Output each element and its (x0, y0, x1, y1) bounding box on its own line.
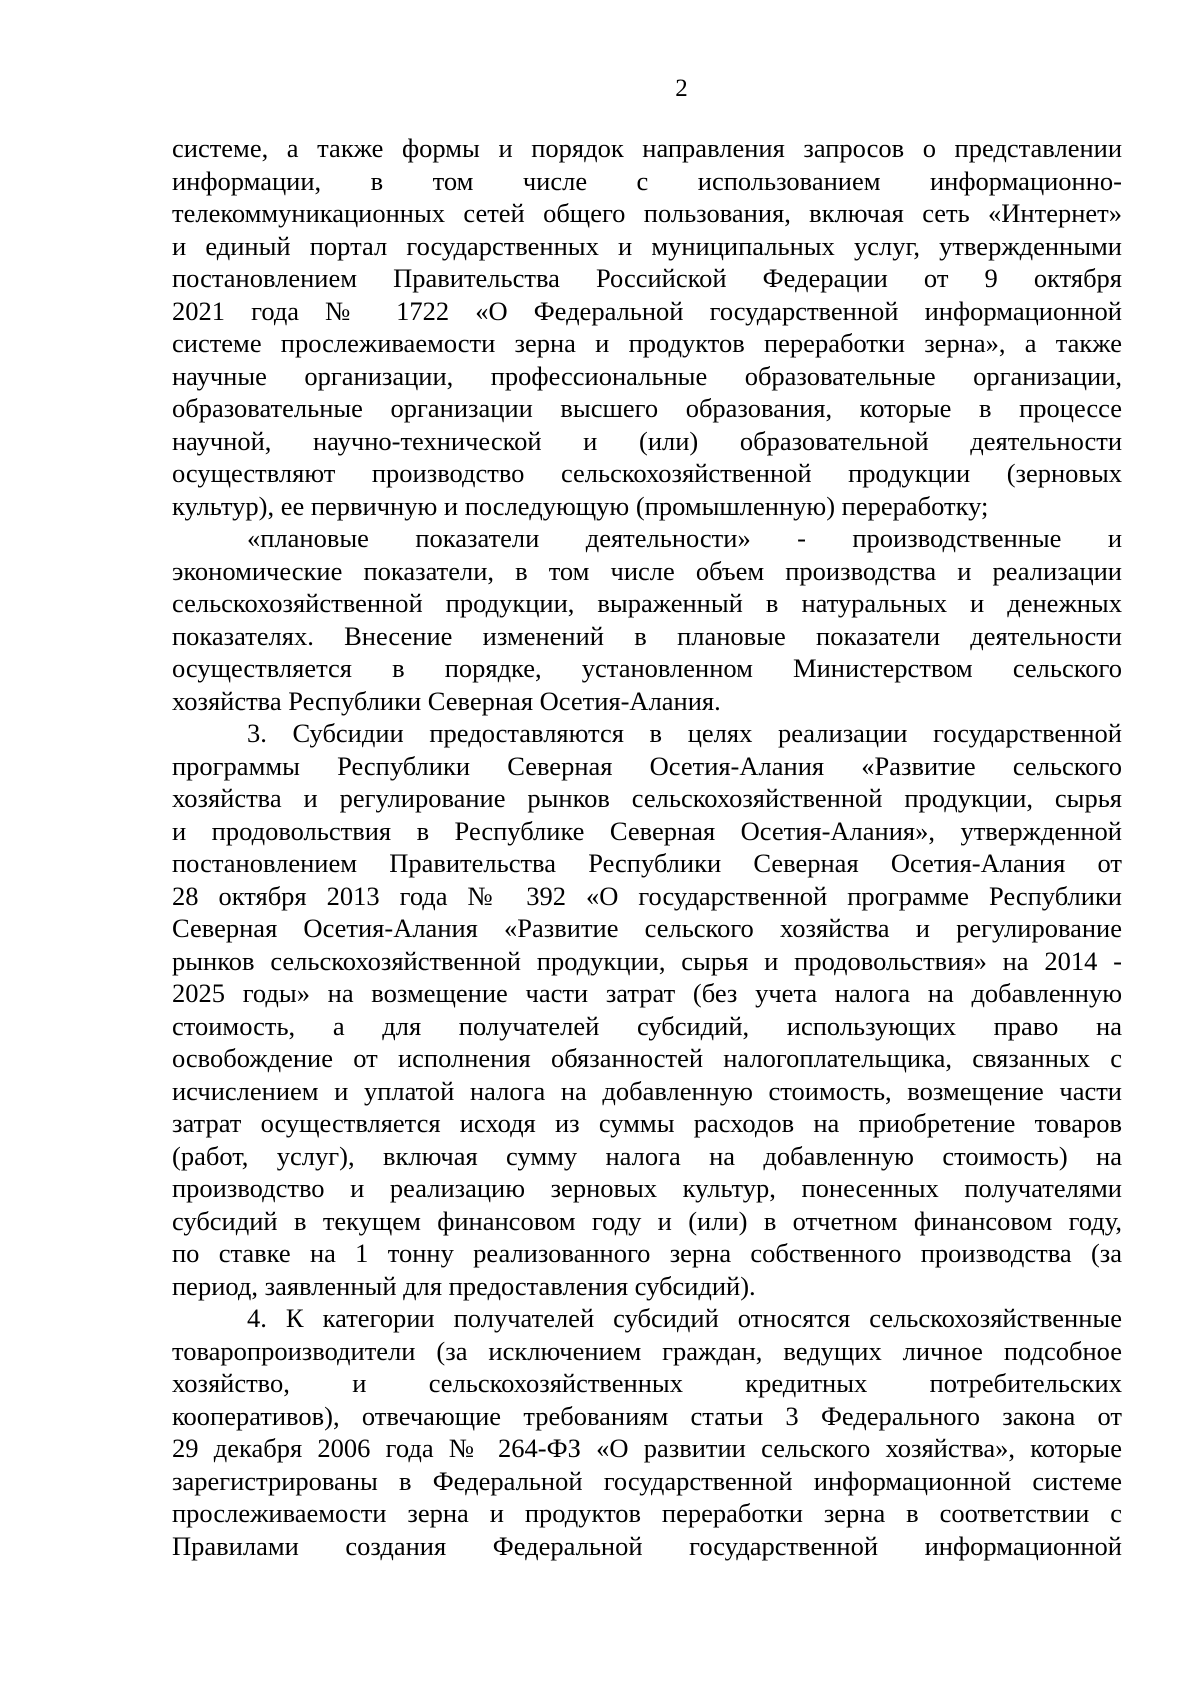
paragraph-planned-indicators (172, 522, 1122, 717)
text-line: сельскохозяйственной продукции, выраженный в натуральных и денежных (172, 588, 1122, 618)
text-line: прослеживаемости зерна и продуктов переработки зерна в соответствии с (172, 1498, 1122, 1528)
text-line: хозяйства Республики Северная Осетия-Алания. (172, 685, 721, 716)
paragraph-3 (172, 717, 1122, 1302)
text-line: информации, в том числе с использованием информационно- (172, 165, 1122, 196)
paragraph-continuation (172, 132, 1122, 522)
text-line: осуществляется в порядке, установленном Министерством сельского (172, 653, 1122, 683)
document-body (172, 132, 1122, 1562)
text-line: постановлением Правительства Российской Федерации от 9 октября (172, 263, 1122, 293)
text-line: показателях. Внесение изменений в плановые показатели деятельности (172, 620, 1122, 651)
text-line: товаропроизводители (за исключением граждан, ведущих личное подсобное (172, 1335, 1122, 1366)
text-line: системе, а также формы и порядок направления запросов о представлении (172, 133, 1122, 163)
text-line: «плановые показатели деятельности» - производственные и (247, 523, 1122, 553)
text-line: образовательные организации высшего образования, которые в процессе (172, 393, 1122, 423)
text-line: хозяйство, и сельскохозяйственных кредитных потребительских (172, 1368, 1122, 1398)
text-line: телекоммуникационных сетей общего пользования, включая сеть «Интернет» (172, 198, 1122, 228)
text-line: рынков сельскохозяйственной продукции, сырья и продовольствия» на 2014 - (172, 945, 1122, 976)
text-line: Правилами создания Федеральной государственной информационной (172, 1530, 1122, 1561)
text-line: экономические показатели, в том числе объем производства и реализации (172, 555, 1122, 586)
text-line: зарегистрированы в Федеральной государственной информационной системе (172, 1465, 1122, 1496)
text-line: и продовольствия в Республике Северная Осетия-Алания», утвержденной (172, 815, 1122, 846)
text-line: 3. Субсидии предоставляются в целях реализации государственной (247, 718, 1122, 748)
text-line: период, заявленный для предоставления субсидий). (172, 1270, 756, 1301)
text-line: 4. К категории получателей субсидий относятся сельскохозяйственные (247, 1303, 1122, 1333)
text-line: 29 декабря 2006 года № 264-ФЗ «О развитии сельского хозяйства», которые (172, 1433, 1122, 1463)
text-line: Северная Осетия-Алания «Развитие сельского хозяйства и регулирование (172, 913, 1122, 943)
text-line: осуществляют производство сельскохозяйственной продукции (зерновых (172, 458, 1122, 488)
text-line: хозяйства и регулирование рынков сельскохозяйственной продукции, сырья (172, 783, 1122, 813)
text-line: 2021 года № 1722 «О Федеральной государственной информационной (172, 295, 1122, 326)
text-line: научной, научно-технической и (или) образовательной деятельности (172, 425, 1122, 456)
text-line: затрат осуществляется исходя из суммы расходов на приобретение товаров (172, 1108, 1122, 1138)
page-number: 2 (675, 75, 688, 102)
paragraph-4 (172, 1302, 1122, 1562)
text-line: культур), ее первичную и последующую (промышленную) переработку; (172, 490, 989, 521)
text-line: научные организации, профессиональные образовательные организации, (172, 360, 1122, 391)
text-line: кооперативов), отвечающие требованиям статьи 3 Федерального закона от (172, 1400, 1122, 1431)
text-line: по ставке на 1 тонну реализованного зерна собственного производства (за (172, 1238, 1122, 1268)
text-line: и единый портал государственных и муниципальных услуг, утвержденными (172, 230, 1122, 261)
text-line: 28 октября 2013 года № 392 «О государственной программе Республики (172, 880, 1122, 911)
text-line: освобождение от исполнения обязанностей налогоплательщика, связанных с (172, 1043, 1122, 1073)
text-line: (работ, услуг), включая сумму налога на добавленную стоимость) на (172, 1140, 1122, 1171)
text-line: постановлением Правительства Республики Северная Осетия-Алания от (172, 848, 1122, 878)
text-line: субсидий в текущем финансовом году и (или) в отчетном финансовом году, (172, 1205, 1122, 1236)
text-line: системе прослеживаемости зерна и продуктов переработки зерна», а также (172, 328, 1122, 358)
text-line: исчислением и уплатой налога на добавленную стоимость, возмещение части (172, 1075, 1122, 1106)
text-line: программы Республики Северная Осетия-Алания «Развитие сельского (172, 750, 1122, 781)
text-line: стоимость, а для получателей субсидий, использующих право на (172, 1010, 1122, 1041)
text-line: 2025 годы» на возмещение части затрат (без учета налога на добавленную (172, 978, 1122, 1008)
text-line: производство и реализацию зерновых культур, понесенных получателями (172, 1173, 1122, 1203)
